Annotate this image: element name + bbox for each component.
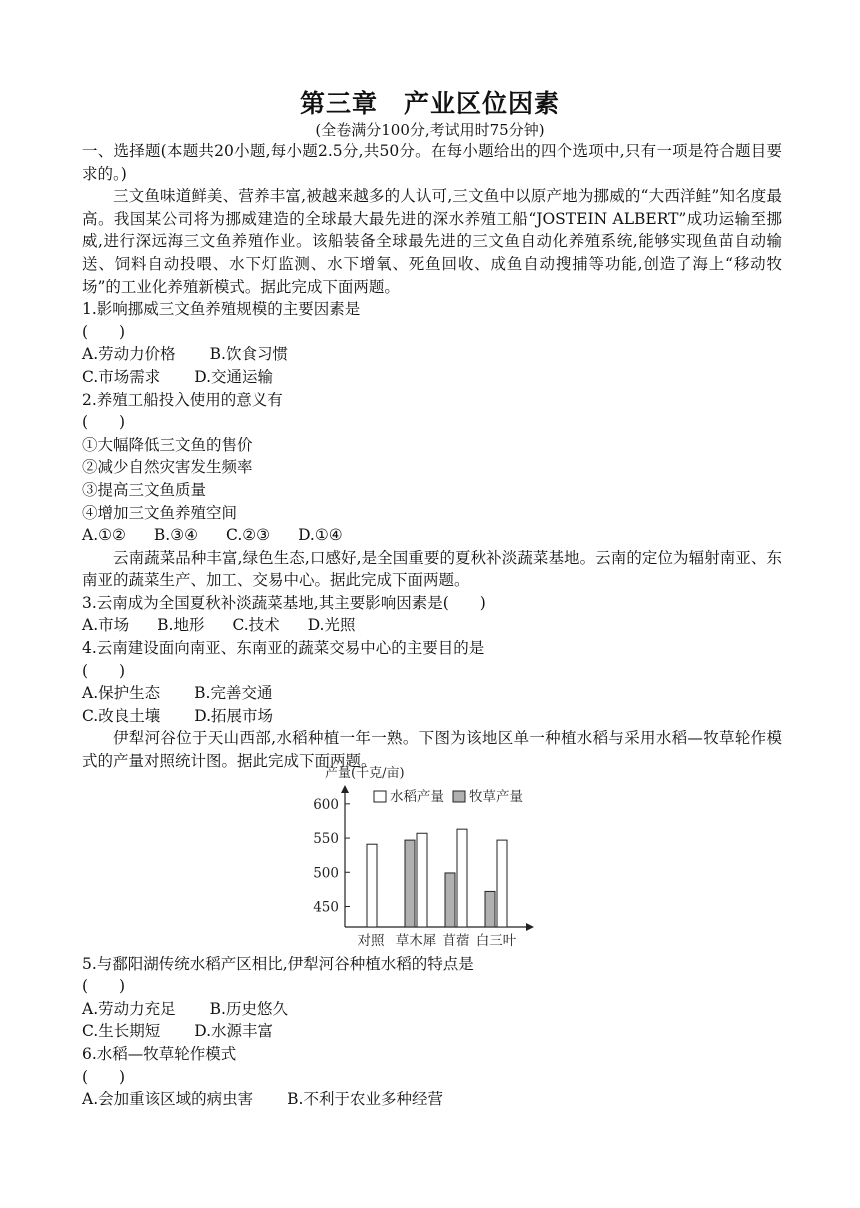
option-b: B.地形: [157, 616, 205, 635]
options-row: [82, 343, 782, 366]
legend-label-rice: 水稻产量: [390, 788, 444, 805]
bar-grass: [405, 840, 415, 927]
options-row: [82, 705, 782, 728]
bar-rice: [367, 844, 377, 927]
option-b: B.不利于农业多种经营: [287, 1090, 443, 1109]
option-d: D.拓展市场: [194, 706, 274, 725]
bar-rice: [497, 840, 507, 927]
option-a: A.市场: [82, 616, 130, 635]
section-instructions: 一、选择题(本题共20小题,每小题2.5分,共50分。在每小题给出的四个选项中,只有一项是符合题目要求的。): [82, 142, 782, 183]
answer-blank: ( ): [82, 1067, 126, 1086]
statement-3: ③提高三文鱼质量: [82, 480, 207, 499]
options-row: [82, 998, 782, 1021]
options-row: [82, 1088, 782, 1111]
question-2: [82, 389, 782, 547]
yield-bar-chart: [82, 765, 782, 953]
bar-grass: [445, 873, 455, 927]
y-tick-label: 550: [313, 830, 339, 847]
question-stem: 4.云南建设面向南亚、东南亚的蔬菜交易中心的主要目的是: [82, 639, 485, 658]
answer-blank: ( ): [82, 413, 126, 432]
question-6: [82, 1043, 782, 1111]
option-c: C.生长期短: [82, 1022, 161, 1041]
question-1: [82, 298, 782, 388]
y-tick-label: 500: [313, 864, 339, 881]
bar-rice: [417, 833, 427, 927]
question-stem: 6.水稻—牧草轮作模式: [82, 1045, 237, 1063]
question-stem: 5.与鄱阳湖传统水稻产区相比,伊犁河谷种植水稻的特点是: [82, 954, 474, 973]
option-b: B.饮食习惯: [209, 345, 288, 364]
exam-subtitle: (全卷满分100分,考试用时75分钟): [315, 121, 545, 139]
options-row: [82, 366, 782, 389]
option-c: C.改良土壤: [82, 706, 161, 725]
page-title: 第三章 产业区位因素: [299, 89, 560, 118]
options-row: [82, 614, 782, 637]
x-tick-label: 草木犀: [395, 932, 437, 949]
x-tick-label: 对照: [357, 932, 385, 949]
legend-swatch-grass: [453, 791, 465, 802]
option-c: C.技术: [232, 616, 280, 635]
option-d: D.交通运输: [194, 367, 274, 386]
legend-label-grass: 牧草产量: [469, 788, 523, 805]
option-a: A.劳动力价格: [82, 345, 176, 364]
x-tick-label: 苜蓿: [442, 932, 470, 949]
option-c: C.②③: [226, 526, 271, 545]
passage-salmon: 三文鱼味道鲜美、营养丰富,被越来越多的人认可,三文鱼中以原产地为挪威的“大西洋鲑”知名度最高。我国某公司将为挪威建造的全球最大最先进的深水养殖工船“JOSTEIN ALBERT”成功运输至挪威,进行深远海三文鱼养殖作业。该船装备全球最先进的三文鱼自动化养殖系统,能够实现鱼苗自动输送、饲料自动投喂、水下灯监测、水下增氧、死鱼回收、成鱼自动搜捕等功能,创造了海上“移动牧场”的工业化养殖新模式。据此完成下面两题。: [82, 187, 782, 296]
statement-1: ①大幅降低三文鱼的售价: [82, 435, 253, 454]
answer-blank: ( ): [82, 322, 126, 341]
options-row: [82, 1020, 782, 1043]
option-a: A.保护生态: [82, 684, 161, 703]
options-row: [82, 524, 782, 547]
x-axis-arrow: [526, 923, 534, 931]
option-a: A.劳动力充足: [82, 999, 176, 1018]
option-d: D.光照: [307, 616, 356, 635]
exam-content: [82, 140, 782, 1111]
question-5: [82, 953, 782, 1043]
option-b: B.历史悠久: [209, 999, 288, 1018]
option-b: B.③④: [153, 526, 199, 545]
option-b: B.完善交通: [194, 684, 273, 703]
option-a: A.①②: [82, 526, 126, 545]
passage-yili: 伊犁河谷位于天山西部,水稻种植一年一熟。下图为该地区单一种植水稻与采用水稻—牧草轮作模式的产量对照统计图。据此完成下面两题。: [82, 729, 782, 771]
bar-rice: [457, 829, 467, 927]
question-stem: 3.云南成为全国夏秋补淡蔬菜基地,其主要影响因素是( ): [82, 593, 486, 612]
option-c: C.市场需求: [82, 367, 161, 386]
answer-blank: ( ): [82, 661, 126, 680]
question-stem: 2.养殖工船投入使用的意义有: [82, 390, 283, 409]
yield-chart: [82, 765, 782, 953]
statement-2: ②减少自然灾害发生频率: [82, 458, 253, 477]
answer-blank: ( ): [82, 977, 126, 996]
question-4: [82, 637, 782, 727]
bar-grass: [485, 891, 495, 927]
options-row: [82, 682, 782, 705]
y-tick-label: 600: [313, 796, 339, 813]
x-tick-label: 白三叶: [475, 932, 517, 949]
option-d: D.①④: [298, 526, 343, 545]
y-axis-label: 产量(千克/亩): [325, 765, 405, 781]
question-stem: 1.影响挪威三文鱼养殖规模的主要因素是: [82, 300, 361, 319]
option-d: D.水源丰富: [194, 1022, 274, 1041]
question-3: [82, 592, 782, 637]
legend-swatch-rice: [374, 791, 386, 802]
y-tick-label: 450: [313, 899, 339, 916]
y-axis-arrow: [341, 785, 349, 793]
option-a: A.会加重该区域的病虫害: [82, 1090, 254, 1109]
passage-yunnan: 云南蔬菜品种丰富,绿色生态,口感好,是全国重要的夏秋补淡蔬菜基地。云南的定位为辐射南亚、东南亚的蔬菜生产、加工、交易中心。据此完成下面两题。: [82, 548, 782, 590]
statement-4: ④增加三文鱼养殖空间: [82, 503, 238, 522]
